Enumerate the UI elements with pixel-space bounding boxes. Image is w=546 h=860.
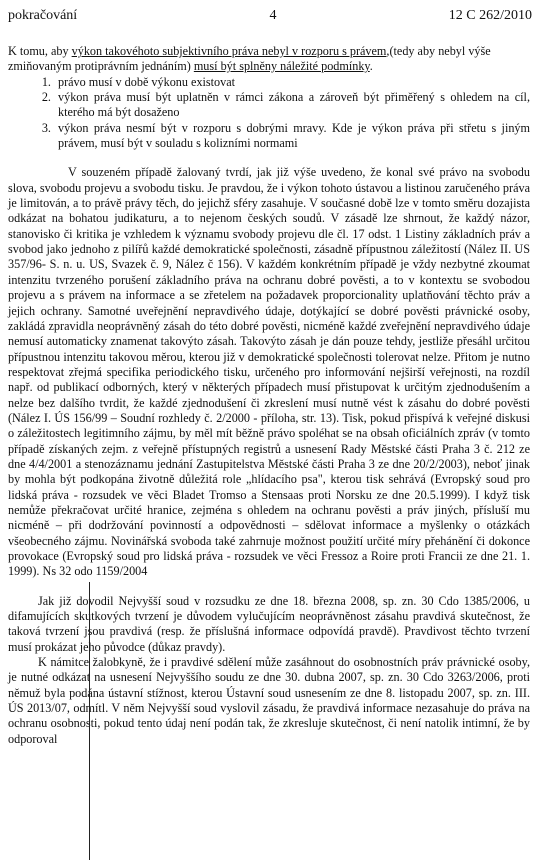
header-continuation: pokračování (8, 8, 78, 23)
condition-item: 1. právo musí v době výkonu existovat (54, 75, 530, 90)
condition-item: 3. výkon práva nesmí být v rozporu s dobrými mravy. Kde je výkon práva při střetu s jiným právem, musí být v souladu s kolizními normami (54, 121, 530, 152)
intro-paragraph (8, 44, 530, 75)
conditions-list (8, 75, 530, 152)
paragraph-nejvyssi-soud (8, 594, 530, 655)
intro-text-2: ,(tedy aby nebyl výše zmiňovaným protiprávním jednáním) (8, 44, 491, 74)
document-body (8, 44, 530, 747)
condition-item: 2. výkon práva musí být uplatněn v rámci zákona a zároveň být přiměřený s ohledem na cíl, kterého má být dosaženo (54, 90, 530, 121)
paragraph-svoboda-projevu (8, 165, 530, 579)
intro-text-1: K tomu, aby (8, 44, 72, 58)
intro-text-3: . (369, 59, 373, 74)
paragraph-2-text: Jak již dovodil Nejvyšší soud v rozsudku ze dne 18. března 2008, sp. zn. 30 Cdo 1385/2006, u difamujících skutkových tvrzení je důvodem vylučujícím neoprávněnost zásahu pravdivá skutečnost, že taková tvrzení jsou pravdivá (resp. že příslušná informace odpovídá pravdě). Pravdivost těchto tvrzení musí prokázat jeho původce (důkaz pravdy). (8, 593, 530, 654)
scan-artifact-line (89, 582, 90, 860)
paragraph-3-text: K námitce žalobkyně, že i pravdivé sdělení může zasáhnout do osobnostních práv právnické osoby, je nutné odkázat na usnesení Nejvyššího soudu ze dne 30. dubna 2007, sp. zn. 30 Cdo 3263/2006, proti němuž byla podána ústavní stížnost, kterou Ústavní soud usnesením ze dne 8. listopadu 2007, sp. zn. III. ÚS 2013/07, odmítl. V něm Nejvyšší soud vyslovil zásadu, že pravdivá informace nezasahuje do práva na ochranu osobnosti, pokud tento údaj není podán tak, že zkresluje skutečnost, či není natolik intimní, že by odporoval (8, 655, 530, 746)
case-number: 12 C 262/2010 (448, 8, 532, 23)
intro-underlined-1: výkon takovéhoto subjektivního práva nebyl v rozporu s právem (71, 44, 387, 58)
page-number: 4 (269, 8, 277, 23)
intro-underlined-2: musí být splněny náležité podmínky (193, 59, 370, 74)
paragraph-1-text: V souzeném případě žalovaný tvrdí, jak již výše uvedeno, že konal své právo na svobodu slova, svobodu projevu a svobodu tisku. Je pravdou, že i výkon tohoto ústavou a listinou zaručeného práva je limitován, a to právě právy těch, do jejichž sféry zasahuje. V současné době lze v tomto směru dozajista odkázat na bohatou judikaturu, a to nejenom českých soudů. V zásadě lze shrnout, že každý názor, stanovisko či kritika je vzhledem k významu svobody projevu dle čl. 17 odst. 1 Listiny základních práv a svobod jako jednoho z pilířů každé demokratické společnosti, zásadně přípustnou záležitostí (Nález II. US 357/96- S. n. u. US, Svazek č. 9, Nález č 156). V každém konkrétním případě je vždy nezbytné zkoumat intenzitu tvrzeného porušení základního práva na ochranu dobré pověsti, a to v kontextu se svobodou projevu a s právem na informace a se zřetelem na požadavek proporcionality uplatňování těchto práv a jejich ochrany. Samotné uveřejnění nepravdivého údaje, dotýkající se dobré pověsti právnické osoby, zakládá zpravidla neoprávněný zásah do této dobré pověsti, nicméně každé zveřejnění nepravdivého údaje nemusí automaticky znamenat takovýto zásah. Takovýto zásah je dán pouze tehdy, jestliže přesáhl určitou přípustnou intenzitu takovou měrou, kterou již v demokratické společnosti tolerovat nelze. Přitom je nutno respektovat zřejmá specifika periodického tisku, určeného pro informování nejširší veřejnosti, na rozdíl např. od publikací odborných, který v některých případech musí přistupovat k určitým zjednodušením a nelze bez dalšího tvrdit, že každé zjednodušení či zkreslení musí nutně vést k zásahu do dobré pověsti (Nález I. ÚS 156/99 – Soudní rozhledy č. 2/2000 - příloha, str. 13). Tisk, pokud přispívá k veřejné diskusi o záležitostech legitimního zájmu, by měl mít běžně právo spoléhat se na obsah oficiálních zpráv (v tomto případě získaných zejm. z veřejně přístupných registrů a usnesení Rady Městské části Praha 3 č. 212 ze dne 4/4/2001 a stenozáznamu jednání Zastupitelstva Městské části Praha 3 ze dne 20/2/2003), neboť jinak by mohla být podkopána životně důležitá role „hlídacího psa", kterou tisk sehrává (Evropský soud pro lidská práva - rozsudek ve věci Bladet Tromso a Stensaas proti Norsku ze dne 20.5.1999). I když tisk nemůže překračovat určité hranice, zejména s ohledem na ochranu pověsti a práv jiných, přísluší mu nicméně – při dodržování povinností a odpovědnosti – sdělovat informace a myšlenky o otázkách všeobecného zájmu. Novinářská svoboda také zahrnuje možnost použití určité míry přehánění či dokonce provokace (Evropský soud pro lidská práva - rozsudek ve věci Fressoz a Roire proti Francii ze dne 21. 1. 1999). Ns 32 odo 1159/2004 (8, 165, 530, 579)
paragraph-namitka-zalobkyne (8, 655, 530, 747)
